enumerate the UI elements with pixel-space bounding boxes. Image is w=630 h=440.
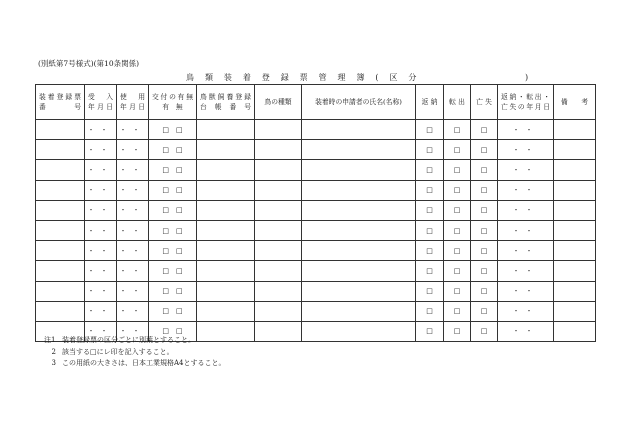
register-body <box>36 120 596 342</box>
issued-checkboxes[interactable]: □ □ <box>149 301 197 321</box>
ledger-number-cell[interactable] <box>197 140 255 160</box>
applicant-cell[interactable] <box>302 301 416 321</box>
ledger-number-cell[interactable] <box>197 281 255 301</box>
ledger-number-cell[interactable] <box>197 241 255 261</box>
used-date-cell[interactable]: ・・ <box>117 220 149 240</box>
lost-checkbox[interactable]: □ <box>471 140 498 160</box>
transferred-checkbox[interactable]: □ <box>444 200 471 220</box>
lost-checkbox[interactable]: □ <box>471 261 498 281</box>
lost-checkbox[interactable]: □ <box>471 281 498 301</box>
returned-checkbox[interactable]: □ <box>416 120 444 140</box>
lost-checkbox[interactable]: □ <box>471 241 498 261</box>
returned-checkbox[interactable]: □ <box>416 160 444 180</box>
table-row <box>36 140 596 160</box>
transferred-checkbox[interactable]: □ <box>444 321 471 341</box>
issued-checkboxes[interactable]: □ □ <box>149 321 197 341</box>
tag-number-cell[interactable] <box>36 241 85 261</box>
species-cell[interactable] <box>255 140 302 160</box>
used-date-cell[interactable]: ・・ <box>117 241 149 261</box>
applicant-cell[interactable] <box>302 261 416 281</box>
transferred-checkbox[interactable]: □ <box>444 180 471 200</box>
header-returned: 返 納 <box>416 85 444 120</box>
used-date-cell[interactable]: ・・ <box>117 321 149 341</box>
returned-checkbox[interactable]: □ <box>416 301 444 321</box>
transferred-checkbox[interactable]: □ <box>444 261 471 281</box>
table-row <box>36 200 596 220</box>
ledger-number-cell[interactable] <box>197 220 255 240</box>
return-date-cell[interactable]: ・・ <box>498 180 554 200</box>
species-cell[interactable] <box>255 160 302 180</box>
remarks-cell[interactable] <box>554 261 596 281</box>
issued-checkboxes[interactable]: □ □ <box>149 241 197 261</box>
received-date-cell[interactable]: ・・ <box>85 180 117 200</box>
returned-checkbox[interactable]: □ <box>416 220 444 240</box>
header-applicant: 装着時の申請者の氏名(名称) <box>302 85 416 120</box>
header-ledger-number: 鳥獣飼養登録 台 帳 番 号 <box>197 85 255 120</box>
used-date-cell[interactable]: ・・ <box>117 301 149 321</box>
used-date-cell[interactable]: ・・ <box>117 140 149 160</box>
table-row <box>36 281 596 301</box>
transferred-checkbox[interactable]: □ <box>444 220 471 240</box>
returned-checkbox[interactable]: □ <box>416 321 444 341</box>
species-cell[interactable] <box>255 281 302 301</box>
applicant-cell[interactable] <box>302 321 416 341</box>
received-date-cell[interactable]: ・・ <box>85 301 117 321</box>
used-date-cell[interactable]: ・・ <box>117 180 149 200</box>
remarks-cell[interactable] <box>554 160 596 180</box>
transferred-checkbox[interactable]: □ <box>444 301 471 321</box>
remarks-cell[interactable] <box>554 301 596 321</box>
tag-number-cell[interactable] <box>36 120 85 140</box>
header-issued: 交付の有無 有 無 <box>149 85 197 120</box>
return-date-cell[interactable]: ・・ <box>498 241 554 261</box>
register-table <box>35 84 596 342</box>
received-date-cell[interactable]: ・・ <box>85 140 117 160</box>
returned-checkbox[interactable]: □ <box>416 200 444 220</box>
applicant-cell[interactable] <box>302 180 416 200</box>
header-tag-number: 装着登録票 番 号 <box>36 85 85 120</box>
lost-checkbox[interactable]: □ <box>471 160 498 180</box>
tag-number-cell[interactable] <box>36 301 85 321</box>
header-used-date: 使 用 年月日 <box>117 85 149 120</box>
lost-checkbox[interactable]: □ <box>471 321 498 341</box>
header-remarks: 備 考 <box>554 85 596 120</box>
received-date-cell[interactable]: ・・ <box>85 160 117 180</box>
lost-checkbox[interactable]: □ <box>471 200 498 220</box>
issued-checkboxes[interactable]: □ □ <box>149 281 197 301</box>
return-date-cell[interactable]: ・・ <box>498 220 554 240</box>
return-date-cell[interactable]: ・・ <box>498 261 554 281</box>
issued-checkboxes[interactable]: □ □ <box>149 160 197 180</box>
table-row <box>36 160 596 180</box>
remarks-cell[interactable] <box>554 120 596 140</box>
tag-number-cell[interactable] <box>36 261 85 281</box>
tag-number-cell[interactable] <box>36 180 85 200</box>
ledger-number-cell[interactable] <box>197 301 255 321</box>
applicant-cell[interactable] <box>302 281 416 301</box>
document-title: 鳥 類 装 着 登 録 票 管 理 簿 ( 区 分 ) <box>186 73 533 82</box>
received-date-cell[interactable]: ・・ <box>85 200 117 220</box>
notes <box>44 335 226 370</box>
species-cell[interactable] <box>255 301 302 321</box>
lost-checkbox[interactable]: □ <box>471 220 498 240</box>
transferred-checkbox[interactable]: □ <box>444 241 471 261</box>
species-cell[interactable] <box>255 200 302 220</box>
used-date-cell[interactable]: ・・ <box>117 261 149 281</box>
return-date-cell[interactable]: ・・ <box>498 321 554 341</box>
applicant-cell[interactable] <box>302 160 416 180</box>
applicant-cell[interactable] <box>302 120 416 140</box>
table-row <box>36 180 596 200</box>
species-cell[interactable] <box>255 261 302 281</box>
transferred-checkbox[interactable]: □ <box>444 281 471 301</box>
return-date-cell[interactable]: ・・ <box>498 160 554 180</box>
received-date-cell[interactable]: ・・ <box>85 241 117 261</box>
table-row <box>36 220 596 240</box>
form-label: (別紙第7号様式)(第10条関係) <box>38 59 140 68</box>
received-date-cell[interactable]: ・・ <box>85 281 117 301</box>
returned-checkbox[interactable]: □ <box>416 241 444 261</box>
header-received-date: 受 入 年月日 <box>85 85 117 120</box>
remarks-cell[interactable] <box>554 281 596 301</box>
applicant-cell[interactable] <box>302 140 416 160</box>
tag-number-cell[interactable] <box>36 140 85 160</box>
table-row <box>36 241 596 261</box>
species-cell[interactable] <box>255 220 302 240</box>
returned-checkbox[interactable]: □ <box>416 180 444 200</box>
used-date-cell[interactable]: ・・ <box>117 160 149 180</box>
issued-checkboxes[interactable]: □ □ <box>149 140 197 160</box>
return-date-cell[interactable]: ・・ <box>498 301 554 321</box>
issued-checkboxes[interactable]: □ □ <box>149 261 197 281</box>
ledger-number-cell[interactable] <box>197 160 255 180</box>
applicant-cell[interactable] <box>302 241 416 261</box>
species-cell[interactable] <box>255 180 302 200</box>
received-date-cell[interactable]: ・・ <box>85 220 117 240</box>
return-date-cell[interactable]: ・・ <box>498 200 554 220</box>
note-2: 2 該当する□にレ印を記入すること。 <box>51 347 174 356</box>
ledger-number-cell[interactable] <box>197 200 255 220</box>
applicant-cell[interactable] <box>302 220 416 240</box>
note-3: 3 この用紙の大きさは、日本工業規格A4とすること。 <box>51 359 226 368</box>
issued-checkboxes[interactable]: □ □ <box>149 180 197 200</box>
lost-checkbox[interactable]: □ <box>471 120 498 140</box>
received-date-cell[interactable]: ・・ <box>85 120 117 140</box>
species-cell[interactable] <box>255 241 302 261</box>
tag-number-cell[interactable] <box>36 281 85 301</box>
return-date-cell[interactable]: ・・ <box>498 140 554 160</box>
used-date-cell[interactable]: ・・ <box>117 200 149 220</box>
applicant-cell[interactable] <box>302 200 416 220</box>
transferred-checkbox[interactable]: □ <box>444 160 471 180</box>
return-date-cell[interactable]: ・・ <box>498 281 554 301</box>
species-cell[interactable] <box>255 120 302 140</box>
ledger-number-cell[interactable] <box>197 120 255 140</box>
header-return-date: 返納・転出・ 亡失の年月日 <box>498 85 554 120</box>
header-transferred: 転 出 <box>444 85 471 120</box>
lost-checkbox[interactable]: □ <box>471 301 498 321</box>
ledger-number-cell[interactable] <box>197 261 255 281</box>
remarks-cell[interactable] <box>554 241 596 261</box>
tag-number-cell[interactable] <box>36 220 85 240</box>
remarks-cell[interactable] <box>554 220 596 240</box>
returned-checkbox[interactable]: □ <box>416 261 444 281</box>
remarks-cell[interactable] <box>554 180 596 200</box>
header-lost: 亡 失 <box>471 85 498 120</box>
issued-checkboxes[interactable]: □ □ <box>149 120 197 140</box>
tag-number-cell[interactable] <box>36 160 85 180</box>
received-date-cell[interactable]: ・・ <box>85 261 117 281</box>
header-species: 鳥の種類 <box>255 85 302 120</box>
lost-checkbox[interactable]: □ <box>471 180 498 200</box>
table-row <box>36 120 596 140</box>
returned-checkbox[interactable]: □ <box>416 281 444 301</box>
tag-number-cell[interactable] <box>36 200 85 220</box>
used-date-cell[interactable]: ・・ <box>117 120 149 140</box>
table-row <box>36 261 596 281</box>
transferred-checkbox[interactable]: □ <box>444 120 471 140</box>
transferred-checkbox[interactable]: □ <box>444 140 471 160</box>
note-1: 注1 装着登録票の区分ごとに別葉とすること。 <box>44 336 195 344</box>
returned-checkbox[interactable]: □ <box>416 140 444 160</box>
header-row <box>36 85 596 120</box>
species-cell[interactable] <box>255 321 302 341</box>
return-date-cell[interactable]: ・・ <box>498 120 554 140</box>
remarks-cell[interactable] <box>554 321 596 341</box>
issued-checkboxes[interactable]: □ □ <box>149 220 197 240</box>
table-row <box>36 301 596 321</box>
received-date-cell[interactable]: ・・ <box>85 321 117 341</box>
remarks-cell[interactable] <box>554 200 596 220</box>
remarks-cell[interactable] <box>554 140 596 160</box>
issued-checkboxes[interactable]: □ □ <box>149 200 197 220</box>
ledger-number-cell[interactable] <box>197 180 255 200</box>
used-date-cell[interactable]: ・・ <box>117 281 149 301</box>
